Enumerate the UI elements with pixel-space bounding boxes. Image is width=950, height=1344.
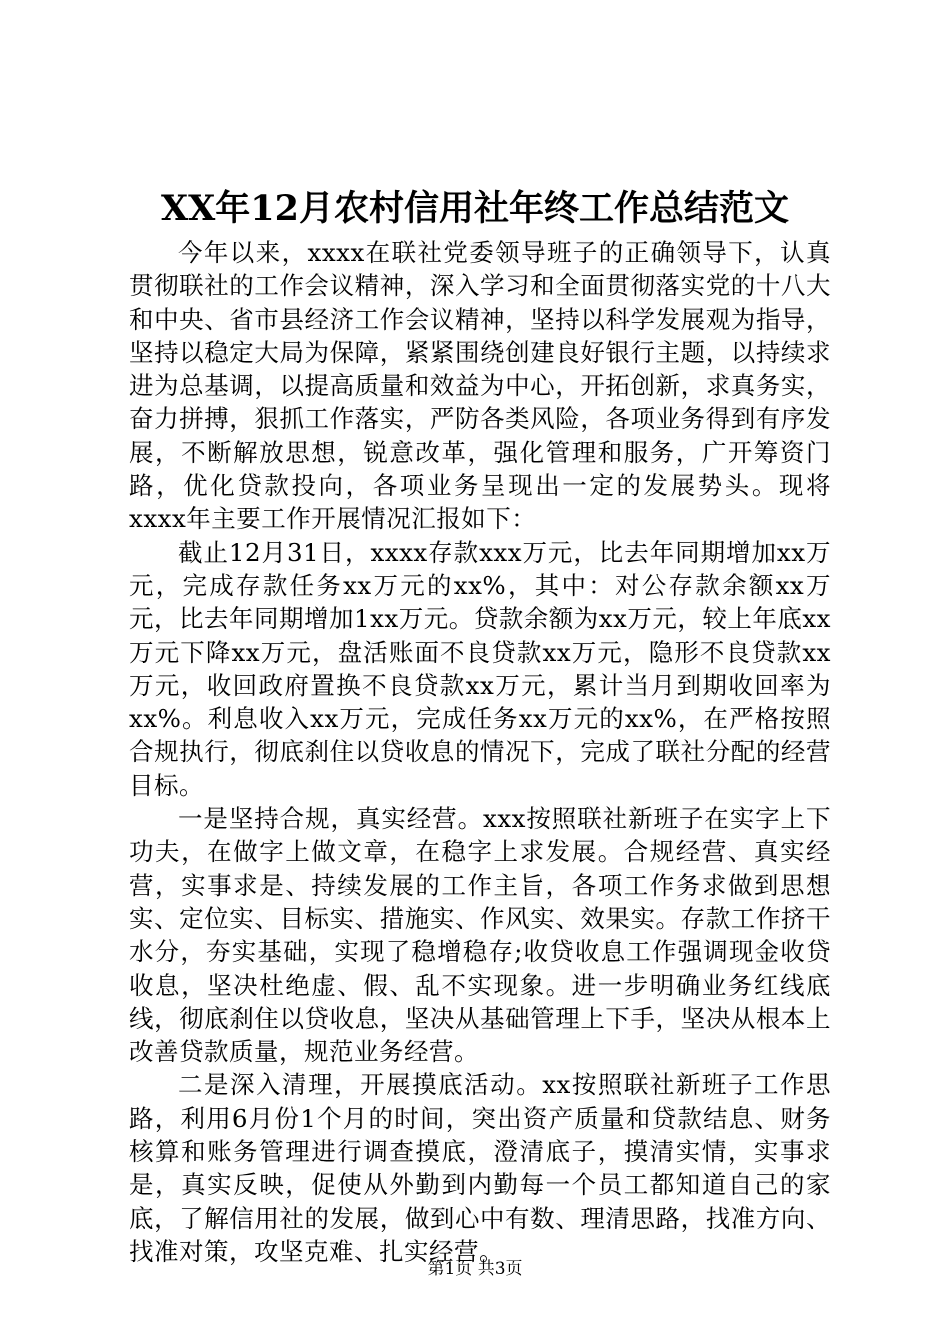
- paragraph-intro: 今年以来，xxxx在联社党委领导班子的正确领导下，认真贯彻联社的工作会议精神，深入学习和全面贯彻落实党的十八大和中央、省市县经济工作会议精神，坚持以科学发展观为指导，坚持以稳定大局为保障，紧紧围绕创建良好银行主题，以持续求进为总基调，以提高质量和效益为中心，开拓创新，求真务实，奋力拼搏，狠抓工作落实，严防各类风险，各项业务得到有序发展，不断解放思想，锐意改革，强化管理和服务，广开筹资门路，优化贷款投向，各项业务呈现出一定的发展势头。现将xxxx年主要工作开展情况汇报如下：: [129, 238, 831, 534]
- document-title: XX年12月农村信用社年终工作总结范文: [160, 188, 790, 229]
- paragraph-figures: 截止12月31日，xxxx存款xxx万元，比去年同期增加xx万元，完成存款任务xx万元的xx%，其中：对公存款余额xx万元，比去年同期增加1xx万元。贷款余额为xx万元，较上年底xx万元下降xx万元，盘活账面不良贷款xx万元，隐形不良贷款xx万元，收回政府置换不良贷款xx万元，累计当月到期收回率为xx%。利息收入xx万元，完成任务xx万元的xx%，在严格按照合规执行，彻底刹住以贷收息的情况下，完成了联社分配的经营目标。: [129, 537, 831, 800]
- paragraph-point-two: 二是深入清理，开展摸底活动。xx按照联社新班子工作思路，利用6月份1个月的时间，突出资产质量和贷款结息、财务核算和账务管理进行调查摸底，澄清底子，摸清实情，实事求是，真实反映，促使从外勤到内勤每一个员工都知道自己的家底，了解信用社的发展，做到心中有数、理清思路，找准方向、找准对策，攻坚克难、扎实经营。: [129, 1070, 831, 1266]
- document-body: [129, 236, 831, 1268]
- paragraph-point-one: 一是坚持合规，真实经营。xxx按照联社新班子在实字上下功夫，在做字上做文章，在稳字上求发展。合规经营、真实经营，实事求是、持续发展的工作主旨，各项工作务求做到思想实、定位实、目标实、措施实、作风实、效果实。存款工作挤干水分，夯实基础，实现了稳增稳存;收贷收息工作强调现金收贷收息，坚决杜绝虚、假、乱不实现象。进一步明确业务红线底线，彻底刹住以贷收息，坚决从基础管理上下手，坚决从根本上改善贷款质量，规范业务经营。: [129, 804, 831, 1067]
- page-number-footer: 第1页 共3页: [427, 1259, 523, 1279]
